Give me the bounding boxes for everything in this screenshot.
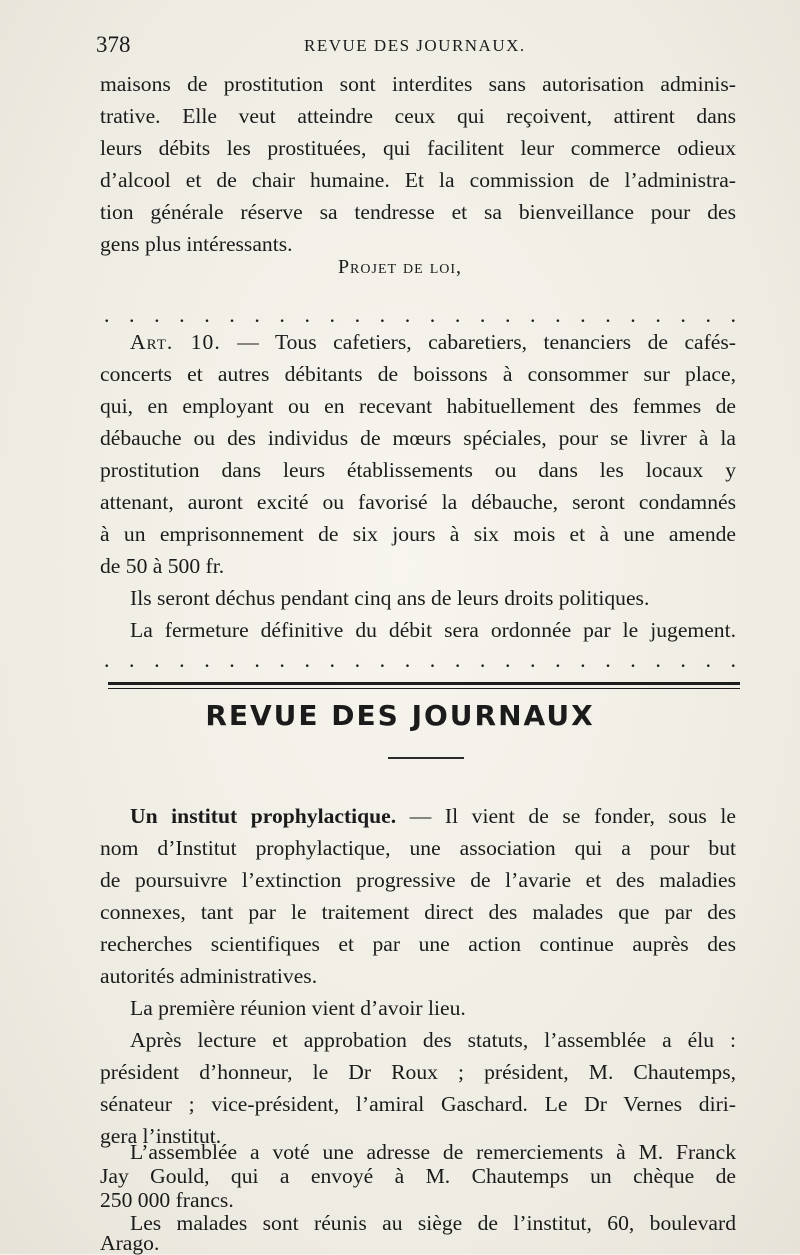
text-line: 250 000 francs. [100,1188,234,1212]
text-line: Ils seront déchus pendant cinq ans de leurs droits politiques. [130,586,650,610]
text-line: La fermeture définitive du débit sera ordonnée par le jugement. [130,618,736,642]
text-line: de poursuivre l’extinction progressive de l’avarie et des maladies [100,868,736,892]
double-rule-thick [108,682,740,685]
text-line: sénateur ; vice-président, l’amiral Gaschard. Le Dr Vernes diri- [100,1092,736,1116]
text-line: La première réunion vient d’avoir lieu. [130,996,466,1020]
text-line: Arago. [100,1231,160,1255]
running-head: REVUE DES JOURNAUX. [304,36,526,55]
article-label: Art. 10. [130,330,221,354]
text-line: concerts et autres débitants de boissons à consommer sur place, [100,362,736,386]
page-number: 378 [96,32,131,57]
text-line: connexes, tant par le traitement direct des malades que par des [100,900,736,924]
text-line: tion générale réserve sa tendresse et sa bienveillance pour des [100,200,736,224]
text-line: leurs débits les prostituées, qui facilitent leur commerce odieux [100,136,736,160]
page-header [96,32,738,62]
title-underline [388,757,464,759]
institut-text: — Il vient de se fonder, sous le [396,804,736,828]
text-line: nom d’Institut prophylactique, une association qui a pour but [100,836,736,860]
text-line: qui, en employant ou en recevant habituellement des femmes de [100,394,736,418]
text-line: maisons de prostitution sont interdites sans autorisation adminis- [100,72,736,96]
article-first-line [130,326,736,358]
institut-title: Un institut prophylactique. [130,804,397,828]
ellipsis-row: . . . . . . . . . . . . . . . . . . . . . . . . . . [104,650,736,670]
text-line: Les malades sont réunis au siège de l’institut, 60, boulevard [130,1211,736,1235]
projet-heading: Projet de loi, [337,256,463,278]
text-line: prostitution dans leurs établissements ou dans les locaux y [100,458,736,482]
text-line: gens plus intéressants. [100,232,293,256]
text-line: Après lecture et approbation des statuts, l’assemblée a élu : [130,1028,736,1052]
article-text: — Tous cafetiers, cabaretiers, tenanciers de cafés- [220,330,736,354]
text-line: L’assemblée a voté une adresse de remerciements à M. Franck [130,1140,736,1164]
text-line: gera l’institut. [100,1124,222,1148]
text-line: trative. Elle veut atteindre ceux qui reçoivent, attirent dans [100,104,736,128]
double-rule-thin [108,688,740,689]
text-line: président d’honneur, le Dr Roux ; président, M. Chautemps, [100,1060,736,1084]
institut-first-line [130,800,736,832]
text-line: attenant, auront excité ou favorisé la débauche, seront condamnés [100,490,736,514]
text-line: à un emprisonnement de six jours à six mois et à une amende [100,522,736,546]
section-title: REVUE DES JOURNAUX [205,699,595,732]
text-line: de 50 à 500 fr. [100,554,225,578]
text-line: d’alcool et de chair humaine. Et la commission de l’administra- [100,168,736,192]
text-line: autorités administratives. [100,964,318,988]
text-line: débauche ou des individus de mœurs spéciales, pour se livrer à la [100,426,736,450]
text-line: recherches scientifiques et par une action continue auprès des [100,932,736,956]
text-line: Jay Gould, qui a envoyé à M. Chautemps un chèque de [100,1164,736,1188]
ellipsis-row: . . . . . . . . . . . . . . . . . . . . . . . . . . [104,305,736,325]
